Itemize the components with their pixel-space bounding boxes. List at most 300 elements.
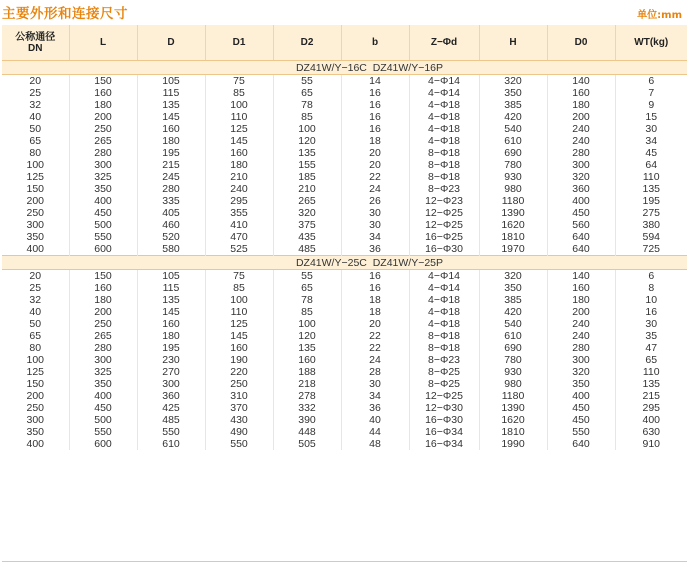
column-header-l: L: [69, 25, 137, 61]
table-cell: 65: [2, 330, 69, 342]
table-cell: 320: [479, 75, 547, 88]
table-cell: 180: [205, 159, 273, 171]
table-cell: 4−Φ18: [409, 99, 479, 111]
table-cell: 278: [273, 390, 341, 402]
table-row: [2, 171, 687, 183]
table-cell: 200: [547, 111, 615, 123]
table-cell: 195: [615, 195, 687, 207]
table-cell: 1810: [479, 426, 547, 438]
table-cell: 55: [273, 75, 341, 88]
table-cell: 14: [341, 75, 409, 88]
table-cell: 780: [479, 159, 547, 171]
table-cell: 135: [273, 147, 341, 159]
table-cell: 100: [205, 294, 273, 306]
table-cell: 16: [341, 99, 409, 111]
table-cell: 600: [69, 243, 137, 256]
table-cell: 8−Φ23: [409, 354, 479, 366]
table-cell: 150: [2, 183, 69, 195]
table-cell: 610: [137, 438, 205, 450]
table-cell: 100: [2, 354, 69, 366]
table-cell: 930: [479, 171, 547, 183]
table-cell: 110: [615, 366, 687, 378]
table-cell: 405: [137, 207, 205, 219]
table-cell: 24: [341, 354, 409, 366]
table-cell: 195: [137, 147, 205, 159]
table-cell: 400: [547, 390, 615, 402]
table-cell: 460: [137, 219, 205, 231]
table-cell: 450: [69, 207, 137, 219]
column-header-d0: D0: [547, 25, 615, 61]
table-cell: 100: [273, 318, 341, 330]
table-cell: 550: [547, 426, 615, 438]
table-cell: 640: [547, 231, 615, 243]
table-cell: 350: [479, 282, 547, 294]
table-cell: 4−Φ18: [409, 111, 479, 123]
table-cell: 16: [341, 87, 409, 99]
page-title: 主要外形和连接尺寸: [2, 6, 128, 22]
table-cell: 350: [69, 378, 137, 390]
table-cell: 350: [69, 183, 137, 195]
table-cell: 300: [547, 354, 615, 366]
table-cell: 1620: [479, 219, 547, 231]
table-cell: 120: [273, 330, 341, 342]
table-cell: 12−Φ25: [409, 207, 479, 219]
table-cell: 20: [2, 75, 69, 88]
table-cell: 250: [2, 402, 69, 414]
table-header-row: [2, 25, 687, 61]
table-row: [2, 402, 687, 414]
table-cell: 18: [341, 135, 409, 147]
table-cell: 350: [2, 231, 69, 243]
table-cell: 385: [479, 294, 547, 306]
section-header-row: [2, 256, 687, 270]
table-cell: 180: [69, 99, 137, 111]
table-cell: 12−Φ23: [409, 195, 479, 207]
table-cell: 8−Φ25: [409, 378, 479, 390]
table-cell: 7: [648, 87, 655, 99]
table-cell: 65: [2, 135, 69, 147]
table-cell: 160: [205, 342, 273, 354]
table-cell: 50: [2, 123, 69, 135]
table-cell: 300: [2, 414, 69, 426]
table-cell: 280: [69, 342, 137, 354]
table-cell: 1620: [479, 414, 547, 426]
table-cell: 36: [341, 243, 409, 256]
table-cell: 690: [479, 342, 547, 354]
table-cell: 8−Φ18: [409, 171, 479, 183]
table-cell: 78: [273, 294, 341, 306]
table-cell: 350: [2, 426, 69, 438]
table-cell: 550: [69, 231, 137, 243]
table-cell: 18: [341, 306, 409, 318]
table-cell: 690: [479, 147, 547, 159]
table-cell: 400: [69, 195, 137, 207]
table-row: [2, 414, 687, 426]
table-cell: 100: [273, 123, 341, 135]
table-cell: 505: [273, 438, 341, 450]
table-row: [2, 207, 687, 219]
table-cell: 350: [547, 378, 615, 390]
table-cell: 240: [547, 330, 615, 342]
table-cell: 12−Φ30: [409, 402, 479, 414]
table-cell: 450: [547, 402, 615, 414]
table-cell: 400: [2, 243, 69, 256]
table-cell: 435: [273, 231, 341, 243]
table-cell: 40: [2, 111, 69, 123]
table-cell: 360: [137, 390, 205, 402]
table-cell: 110: [205, 111, 273, 123]
table-cell: 390: [273, 414, 341, 426]
table-cell: 980: [479, 183, 547, 195]
table-cell: 34: [341, 390, 409, 402]
table-cell: 35: [645, 330, 658, 342]
table-cell: 30: [615, 123, 687, 135]
table-row: [2, 318, 687, 330]
table-cell: 250: [2, 207, 69, 219]
table-cell: 200: [69, 111, 137, 123]
table-cell: 610: [479, 330, 547, 342]
table-cell: 10: [615, 294, 687, 306]
table-cell: 8−Φ18: [409, 159, 479, 171]
table-cell: 448: [273, 426, 341, 438]
table-cell: 65: [645, 354, 658, 366]
table-cell: 4−Φ18: [409, 306, 479, 318]
table-cell: 16: [341, 123, 409, 135]
table-cell: 265: [273, 195, 341, 207]
table-cell: 910: [615, 438, 687, 450]
table-cell: 150: [2, 378, 69, 390]
table-cell: 725: [615, 243, 687, 256]
table-row: [2, 282, 687, 294]
table-cell: 195: [137, 342, 205, 354]
table-cell: 410: [205, 219, 273, 231]
table-cell: 44: [341, 426, 409, 438]
table-row: [2, 330, 687, 342]
table-cell: 320: [479, 270, 547, 283]
table-cell: 265: [69, 135, 137, 147]
table-cell: 300: [137, 378, 205, 390]
table-cell: 155: [273, 159, 341, 171]
table-cell: 145: [137, 111, 205, 123]
table-cell: 75: [205, 75, 273, 88]
table-cell: 185: [273, 171, 341, 183]
table-cell: 300: [69, 354, 137, 366]
table-cell: 100: [2, 159, 69, 171]
table-row: [2, 135, 687, 147]
table-row: [2, 294, 687, 306]
table-cell: 8−Φ18: [409, 147, 479, 159]
table-cell: 4−Φ18: [409, 318, 479, 330]
column-header-b: b: [341, 25, 409, 61]
table-cell: 540: [479, 318, 547, 330]
table-cell: 4−Φ14: [409, 75, 479, 88]
table-cell: 80: [2, 342, 69, 354]
table-cell: 210: [205, 171, 273, 183]
table-cell: 16: [341, 111, 409, 123]
table-cell: 140: [547, 270, 615, 283]
table-cell: 1970: [479, 243, 547, 256]
table-cell: 180: [69, 294, 137, 306]
table-cell: 50: [2, 318, 69, 330]
table-cell: 550: [205, 438, 273, 450]
column-header-d: D: [137, 25, 205, 61]
table-cell: 1390: [479, 402, 547, 414]
table-cell: 25: [2, 87, 69, 99]
dimensions-table: [2, 25, 687, 450]
table-cell: 420: [479, 306, 547, 318]
table-cell: 40: [2, 306, 69, 318]
table-cell: 200: [547, 306, 615, 318]
table-cell: 85: [205, 282, 273, 294]
table-cell: 320: [547, 366, 615, 378]
table-row: [2, 219, 687, 231]
table-cell: 110: [205, 306, 273, 318]
table-cell: 160: [137, 123, 205, 135]
table-cell: 300: [69, 159, 137, 171]
table-cell: 20: [341, 159, 409, 171]
table-cell: 320: [547, 171, 615, 183]
table-row: [2, 75, 687, 88]
table-cell: 550: [137, 426, 205, 438]
table-cell: 34: [341, 231, 409, 243]
table-cell: 30: [615, 318, 687, 330]
table-row: [2, 243, 687, 256]
table-cell: 188: [273, 366, 341, 378]
column-header-h: H: [479, 25, 547, 61]
section-model-label: DZ41W/Y−16C DZ41W/Y−16P: [2, 61, 687, 75]
table-cell: 4−Φ14: [409, 87, 479, 99]
table-row: [2, 195, 687, 207]
table-cell: 930: [479, 366, 547, 378]
table-cell: 215: [137, 159, 205, 171]
table-row: [2, 390, 687, 402]
table-cell: 600: [69, 438, 137, 450]
table-cell: 30: [341, 378, 409, 390]
table-cell: 270: [137, 366, 205, 378]
table-row: [2, 306, 687, 318]
table-body: [2, 61, 687, 451]
table-row: [2, 99, 687, 111]
table-cell: 160: [69, 282, 137, 294]
table-cell: 450: [547, 207, 615, 219]
table-cell: 230: [137, 354, 205, 366]
column-header-weight: WT(kg): [615, 25, 687, 61]
table-cell: 525: [205, 243, 273, 256]
table-cell: 450: [69, 402, 137, 414]
table-row: [2, 231, 687, 243]
table-cell: 8−Φ23: [409, 183, 479, 195]
table-cell: 120: [273, 135, 341, 147]
table-row: [2, 87, 687, 99]
table-cell: 160: [137, 318, 205, 330]
table-cell: 245: [137, 171, 205, 183]
table-cell: 490: [205, 426, 273, 438]
table-cell: 160: [273, 354, 341, 366]
table-cell: 430: [205, 414, 273, 426]
table-cell: 16: [341, 270, 409, 283]
table-cell: 420: [479, 111, 547, 123]
table-cell: 640: [547, 438, 615, 450]
table-cell: 145: [205, 330, 273, 342]
table-cell: 160: [547, 87, 615, 99]
table-cell: 540: [479, 123, 547, 135]
table-cell: 300: [2, 219, 69, 231]
table-cell: 34: [645, 135, 658, 147]
table-cell: 180: [547, 294, 615, 306]
table-cell: 135: [137, 294, 205, 306]
table-cell: 1390: [479, 207, 547, 219]
table-cell: 265: [69, 330, 137, 342]
table-cell: 16: [341, 282, 409, 294]
table-cell: 8−Φ18: [409, 330, 479, 342]
table-cell: 780: [479, 354, 547, 366]
table-cell: 385: [479, 99, 547, 111]
table-cell: 4−Φ14: [409, 282, 479, 294]
table-cell: 150: [69, 75, 137, 88]
table-cell: 115: [137, 282, 205, 294]
table-cell: 200: [2, 390, 69, 402]
table-cell: 250: [69, 318, 137, 330]
table-cell: 9: [615, 99, 687, 111]
table-cell: 160: [547, 282, 615, 294]
table-cell: 240: [547, 135, 615, 147]
table-cell: 250: [205, 378, 273, 390]
table-cell: 180: [547, 99, 615, 111]
table-cell: 6: [615, 270, 687, 283]
table-cell: 210: [273, 183, 341, 195]
table-cell: 500: [69, 219, 137, 231]
table-cell: 20: [2, 270, 69, 283]
table-cell: 1810: [479, 231, 547, 243]
table-cell: 520: [137, 231, 205, 243]
table-cell: 145: [205, 135, 273, 147]
table-cell: 200: [2, 195, 69, 207]
table-cell: 36: [341, 402, 409, 414]
table-cell: 335: [137, 195, 205, 207]
table-cell: 125: [205, 318, 273, 330]
table-cell: 320: [273, 207, 341, 219]
table-cell: 1990: [479, 438, 547, 450]
table-cell: 47: [615, 342, 687, 354]
table-cell: 610: [479, 135, 547, 147]
table-cell: 220: [205, 366, 273, 378]
table-cell: 980: [479, 378, 547, 390]
table-cell: 640: [547, 243, 615, 256]
table-cell: 145: [137, 306, 205, 318]
table-cell: 400: [615, 414, 687, 426]
table-cell: 32: [2, 294, 69, 306]
table-row: [2, 354, 687, 366]
table-cell: 65: [273, 87, 341, 99]
table-row: [2, 426, 687, 438]
table-cell: 325: [69, 171, 137, 183]
table-cell: 32: [2, 99, 69, 111]
table-cell: 295: [642, 402, 661, 414]
table-cell: 85: [205, 87, 273, 99]
table-cell: 425: [137, 402, 205, 414]
table-cell: 16−Φ25: [409, 231, 479, 243]
table-row: [2, 159, 687, 171]
table-cell: 135: [273, 342, 341, 354]
table-cell: 22: [341, 342, 409, 354]
table-cell: 12−Φ25: [409, 390, 479, 402]
table-cell: 45: [615, 147, 687, 159]
table-cell: 280: [69, 147, 137, 159]
table-cell: 485: [273, 243, 341, 256]
table-cell: 55: [273, 270, 341, 283]
table-cell: 16: [645, 306, 658, 318]
table-cell: 110: [615, 171, 687, 183]
table-cell: 400: [2, 438, 69, 450]
table-cell: 65: [273, 282, 341, 294]
table-cell: 16−Φ30: [409, 243, 479, 256]
table-cell: 4−Φ18: [409, 123, 479, 135]
table-cell: 280: [547, 147, 615, 159]
table-cell: 240: [547, 318, 615, 330]
table-cell: 22: [341, 330, 409, 342]
table-cell: 310: [205, 390, 273, 402]
table-cell: 450: [547, 414, 615, 426]
table-row: [2, 147, 687, 159]
table-cell: 280: [547, 342, 615, 354]
table-cell: 400: [69, 390, 137, 402]
table-cell: 190: [205, 354, 273, 366]
table-cell: 240: [205, 183, 273, 195]
table-cell: 250: [69, 123, 137, 135]
table-cell: 550: [69, 426, 137, 438]
column-header-z-phi-d: Z−Φd: [409, 25, 479, 61]
table-cell: 105: [137, 270, 205, 283]
section-model-label: DZ41W/Y−25C DZ41W/Y−25P: [2, 256, 687, 270]
table-cell: 594: [642, 231, 661, 243]
table-cell: 20: [341, 318, 409, 330]
table-cell: 12−Φ25: [409, 219, 479, 231]
table-cell: 125: [205, 123, 273, 135]
table-cell: 4−Φ14: [409, 270, 479, 283]
table-cell: 75: [205, 270, 273, 283]
table-cell: 26: [341, 195, 409, 207]
table-row: [2, 366, 687, 378]
table-cell: 275: [642, 207, 661, 219]
table-cell: 485: [137, 414, 205, 426]
table-cell: 135: [642, 183, 661, 195]
bottom-rule: [2, 561, 687, 562]
unit-label: 单位:mm: [637, 10, 682, 21]
table-cell: 180: [137, 135, 205, 147]
table-cell: 380: [615, 219, 687, 231]
table-cell: 125: [2, 366, 69, 378]
table-cell: 115: [137, 87, 205, 99]
table-cell: 140: [547, 75, 615, 88]
table-cell: 355: [205, 207, 273, 219]
table-cell: 280: [137, 183, 205, 195]
table-cell: 500: [69, 414, 137, 426]
table-cell: 135: [642, 378, 661, 390]
table-cell: 80: [2, 147, 69, 159]
table-row: [2, 438, 687, 450]
table-cell: 560: [547, 219, 615, 231]
table-cell: 18: [341, 294, 409, 306]
table-cell: 630: [642, 426, 661, 438]
table-cell: 78: [273, 99, 341, 111]
table-cell: 135: [137, 99, 205, 111]
table-cell: 400: [547, 195, 615, 207]
table-cell: 20: [341, 147, 409, 159]
table-cell: 350: [479, 87, 547, 99]
table-cell: 6: [615, 75, 687, 88]
table-cell: 22: [341, 171, 409, 183]
table-cell: 360: [547, 183, 615, 195]
